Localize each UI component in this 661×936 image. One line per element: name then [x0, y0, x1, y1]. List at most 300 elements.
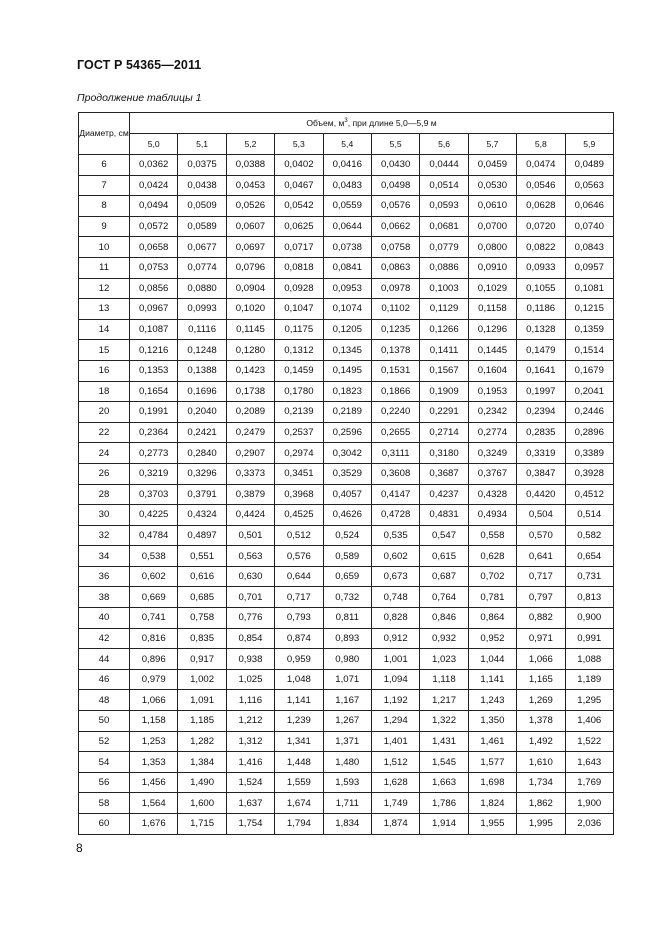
volume-cell: 0,1953	[468, 381, 516, 402]
volume-cell: 0,2421	[178, 422, 226, 443]
volume-cell: 0,1654	[130, 381, 178, 402]
volume-cell: 0,0474	[517, 155, 565, 176]
volume-cell: 0,1186	[517, 299, 565, 320]
volume-cell: 1,001	[371, 649, 419, 670]
volume-cell: 0,2479	[226, 422, 274, 443]
volume-cell: 1,023	[420, 649, 468, 670]
volume-cell: 0,0953	[323, 278, 371, 299]
diameter-cell: 14	[79, 319, 130, 340]
table-body	[79, 155, 614, 835]
diameter-cell: 32	[79, 525, 130, 546]
volume-cell: 1,461	[468, 731, 516, 752]
volume-cell: 1,282	[178, 731, 226, 752]
volume-cell: 0,0753	[130, 257, 178, 278]
volume-cell: 0,1328	[517, 319, 565, 340]
volume-cell: 0,0424	[130, 175, 178, 196]
length-header-cell: 5,0	[130, 134, 178, 155]
length-header-row	[79, 134, 614, 155]
volume-cell: 0,1129	[420, 299, 468, 320]
volume-cell: 0,3879	[226, 484, 274, 505]
volume-cell: 1,610	[517, 752, 565, 773]
volume-cell: 0,1378	[371, 340, 419, 361]
volume-cell: 0,0467	[275, 175, 323, 196]
volume-cell: 0,797	[517, 587, 565, 608]
table-row	[79, 237, 614, 258]
volume-cell: 1,769	[565, 772, 613, 793]
volume-cell: 0,4424	[226, 505, 274, 526]
volume-cell: 1,371	[323, 731, 371, 752]
volume-cell: 0,1738	[226, 381, 274, 402]
volume-cell: 0,4057	[323, 484, 371, 505]
volume-cell: 0,900	[565, 608, 613, 629]
volume-cell: 0,1029	[468, 278, 516, 299]
volume-cell: 0,0489	[565, 155, 613, 176]
volume-cell: 0,4147	[371, 484, 419, 505]
table-row	[79, 257, 614, 278]
table-row	[79, 443, 614, 464]
volume-cell: 0,582	[565, 525, 613, 546]
volume-cell: 0,0494	[130, 196, 178, 217]
volume-cell: 0,570	[517, 525, 565, 546]
volume-cell: 0,3389	[565, 443, 613, 464]
volume-cell: 0,0402	[275, 155, 323, 176]
volume-cell: 1,353	[130, 752, 178, 773]
diameter-cell: 20	[79, 402, 130, 423]
volume-cell: 0,702	[468, 566, 516, 587]
volume-cell: 0,0644	[323, 216, 371, 237]
diameter-cell: 30	[79, 505, 130, 526]
volume-cell: 1,559	[275, 772, 323, 793]
volume-cell: 0,2974	[275, 443, 323, 464]
volume-cell: 0,1823	[323, 381, 371, 402]
volume-cell: 0,0498	[371, 175, 419, 196]
volume-cell: 0,0822	[517, 237, 565, 258]
volume-cell: 0,615	[420, 546, 468, 567]
volume-cell: 0,2774	[468, 422, 516, 443]
table-row	[79, 690, 614, 711]
volume-cell: 0,0593	[420, 196, 468, 217]
volume-cell: 1,406	[565, 711, 613, 732]
volume-cell: 1,294	[371, 711, 419, 732]
diameter-cell: 10	[79, 237, 130, 258]
volume-cell: 0,2773	[130, 443, 178, 464]
volume-cell: 0,685	[178, 587, 226, 608]
volume-cell: 0,776	[226, 608, 274, 629]
volume-cell: 1,025	[226, 669, 274, 690]
volume-cell: 0,0677	[178, 237, 226, 258]
volume-cell: 0,3968	[275, 484, 323, 505]
volume-cell: 1,600	[178, 793, 226, 814]
table-row	[79, 711, 614, 732]
volume-cell: 0,4934	[468, 505, 516, 526]
volume-cell: 0,4420	[517, 484, 565, 505]
volume-cell: 0,717	[275, 587, 323, 608]
table-caption: Продолжение таблицы 1	[77, 92, 202, 104]
volume-cell: 1,044	[468, 649, 516, 670]
volume-cell: 0,514	[565, 505, 613, 526]
volume-cell: 1,165	[517, 669, 565, 690]
diameter-cell: 36	[79, 566, 130, 587]
volume-cell: 0,980	[323, 649, 371, 670]
volume-cell: 0,0388	[226, 155, 274, 176]
volume-cell: 0,0928	[275, 278, 323, 299]
volume-cell: 0,1296	[468, 319, 516, 340]
volume-cell: 0,3847	[517, 463, 565, 484]
volume-cell: 0,3042	[323, 443, 371, 464]
volume-cell: 0,1087	[130, 319, 178, 340]
volume-cell: 1,158	[130, 711, 178, 732]
volume-cell: 0,1641	[517, 360, 565, 381]
volume-cell: 0,741	[130, 608, 178, 629]
volume-cell: 0,687	[420, 566, 468, 587]
table-row	[79, 546, 614, 567]
volume-cell: 0,4225	[130, 505, 178, 526]
volume-cell: 1,416	[226, 752, 274, 773]
volume-cell: 0,547	[420, 525, 468, 546]
volume-cell: 0,0610	[468, 196, 516, 217]
volume-cell: 0,3373	[226, 463, 274, 484]
volume-cell: 1,295	[565, 690, 613, 711]
volume-cell: 0,659	[323, 566, 371, 587]
volume-cell: 0,0796	[226, 257, 274, 278]
volume-cell: 1,189	[565, 669, 613, 690]
volume-cell: 0,2041	[565, 381, 613, 402]
diameter-cell: 50	[79, 711, 130, 732]
volume-cell: 1,824	[468, 793, 516, 814]
volume-cell: 0,0375	[178, 155, 226, 176]
volume-cell: 0,979	[130, 669, 178, 690]
volume-cell: 0,0957	[565, 257, 613, 278]
length-header-cell: 5,1	[178, 134, 226, 155]
volume-cell: 0,816	[130, 628, 178, 649]
volume-cell: 0,893	[323, 628, 371, 649]
volume-cell: 0,589	[323, 546, 371, 567]
table-row	[79, 299, 614, 320]
volume-table	[78, 112, 614, 835]
volume-cell: 0,1003	[420, 278, 468, 299]
volume-cell: 0,1266	[420, 319, 468, 340]
volume-cell: 0,3296	[178, 463, 226, 484]
volume-cell: 1,674	[275, 793, 323, 814]
volume-cell: 0,1081	[565, 278, 613, 299]
volume-cell: 0,0530	[468, 175, 516, 196]
volume-cell: 0,4237	[420, 484, 468, 505]
page-number: 8	[76, 841, 83, 855]
volume-cell: 0,563	[226, 546, 274, 567]
volume-cell: 0,4897	[178, 525, 226, 546]
volume-cell: 0,732	[323, 587, 371, 608]
diameter-cell: 28	[79, 484, 130, 505]
diameter-cell: 7	[79, 175, 130, 196]
volume-cell: 0,0978	[371, 278, 419, 299]
volume-cell: 0,1280	[226, 340, 274, 361]
volume-cell: 0,1423	[226, 360, 274, 381]
volume-cell: 0,558	[468, 525, 516, 546]
volume-cell: 0,3249	[468, 443, 516, 464]
volume-cell: 1,862	[517, 793, 565, 814]
volume-cell: 0,1679	[565, 360, 613, 381]
volume-cell: 1,002	[178, 669, 226, 690]
volume-cell: 0,0856	[130, 278, 178, 299]
volume-cell: 0,2089	[226, 402, 274, 423]
volume-cell: 0,4831	[420, 505, 468, 526]
volume-cell: 0,0886	[420, 257, 468, 278]
volume-cell: 0,501	[226, 525, 274, 546]
volume-cell: 0,2907	[226, 443, 274, 464]
volume-cell: 0,2240	[371, 402, 419, 423]
volume-cell: 0,896	[130, 649, 178, 670]
volume-cell: 1,253	[130, 731, 178, 752]
volume-cell: 0,0589	[178, 216, 226, 237]
volume-cell: 0,0444	[420, 155, 468, 176]
volume-cell: 1,141	[275, 690, 323, 711]
volume-header-superscript: 3	[344, 118, 348, 125]
volume-cell: 0,3928	[565, 463, 613, 484]
volume-cell: 0,874	[275, 628, 323, 649]
table-row	[79, 731, 614, 752]
volume-cell: 0,2596	[323, 422, 371, 443]
volume-cell: 1,834	[323, 814, 371, 835]
volume-cell: 1,711	[323, 793, 371, 814]
volume-cell: 0,616	[178, 566, 226, 587]
volume-cell: 1,217	[420, 690, 468, 711]
volume-cell: 1,754	[226, 814, 274, 835]
volume-cell: 0,1445	[468, 340, 516, 361]
volume-cell: 1,118	[420, 669, 468, 690]
volume-cell: 0,1991	[130, 402, 178, 423]
volume-cell: 1,490	[178, 772, 226, 793]
volume-cell: 0,781	[468, 587, 516, 608]
volume-cell: 0,1479	[517, 340, 565, 361]
volume-cell: 0,811	[323, 608, 371, 629]
volume-cell: 0,641	[517, 546, 565, 567]
volume-cell: 0,0800	[468, 237, 516, 258]
volume-cell: 0,1780	[275, 381, 323, 402]
diameter-cell: 54	[79, 752, 130, 773]
diameter-cell: 18	[79, 381, 130, 402]
volume-cell: 0,758	[178, 608, 226, 629]
diameter-cell: 44	[79, 649, 130, 670]
volume-cell: 1,786	[420, 793, 468, 814]
volume-cell: 1,564	[130, 793, 178, 814]
volume-cell: 0,4784	[130, 525, 178, 546]
volume-cell: 0,602	[371, 546, 419, 567]
length-header-cell: 5,5	[371, 134, 419, 155]
volume-cell: 0,0658	[130, 237, 178, 258]
volume-cell: 0,512	[275, 525, 323, 546]
volume-cell: 0,2714	[420, 422, 468, 443]
volume-cell: 0,1020	[226, 299, 274, 320]
volume-cell: 1,524	[226, 772, 274, 793]
volume-cell: 0,4328	[468, 484, 516, 505]
table-row	[79, 484, 614, 505]
volume-cell: 0,991	[565, 628, 613, 649]
volume-cell: 2,036	[565, 814, 613, 835]
volume-cell: 0,1866	[371, 381, 419, 402]
volume-cell: 1,734	[517, 772, 565, 793]
volume-cell: 0,0453	[226, 175, 274, 196]
volume-cell: 1,094	[371, 669, 419, 690]
volume-cell: 0,932	[420, 628, 468, 649]
volume-cell: 0,764	[420, 587, 468, 608]
volume-cell: 0,701	[226, 587, 274, 608]
volume-cell: 0,1696	[178, 381, 226, 402]
volume-cell: 0,912	[371, 628, 419, 649]
volume-cell: 1,522	[565, 731, 613, 752]
volume-cell: 0,0681	[420, 216, 468, 237]
volume-cell: 0,0967	[130, 299, 178, 320]
volume-cell: 0,644	[275, 566, 323, 587]
volume-cell: 0,1235	[371, 319, 419, 340]
volume-cell: 1,167	[323, 690, 371, 711]
volume-cell: 1,322	[420, 711, 468, 732]
volume-cell: 0,0459	[468, 155, 516, 176]
volume-cell: 0,0509	[178, 196, 226, 217]
volume-cell: 0,1997	[517, 381, 565, 402]
diameter-cell: 46	[79, 669, 130, 690]
volume-cell: 0,630	[226, 566, 274, 587]
volume-cell: 1,900	[565, 793, 613, 814]
length-header-cell: 5,4	[323, 134, 371, 155]
volume-cell: 0,2189	[323, 402, 371, 423]
volume-cell: 0,1514	[565, 340, 613, 361]
table-row	[79, 155, 614, 176]
volume-cell: 0,1495	[323, 360, 371, 381]
volume-cell: 1,212	[226, 711, 274, 732]
volume-cell: 1,593	[323, 772, 371, 793]
volume-cell: 0,0738	[323, 237, 371, 258]
table-row	[79, 669, 614, 690]
volume-cell: 0,3451	[275, 463, 323, 484]
volume-cell: 0,813	[565, 587, 613, 608]
volume-cell: 1,480	[323, 752, 371, 773]
volume-cell: 0,0933	[517, 257, 565, 278]
volume-cell: 0,1215	[565, 299, 613, 320]
volume-cell: 0,917	[178, 649, 226, 670]
volume-cell: 0,2342	[468, 402, 516, 423]
volume-cell: 0,0572	[130, 216, 178, 237]
table-row	[79, 278, 614, 299]
volume-cell: 0,0416	[323, 155, 371, 176]
volume-cell: 1,448	[275, 752, 323, 773]
volume-cell: 0,4626	[323, 505, 371, 526]
volume-cell: 0,1567	[420, 360, 468, 381]
volume-cell: 1,577	[468, 752, 516, 773]
volume-cell: 0,1312	[275, 340, 323, 361]
volume-cell: 0,0576	[371, 196, 419, 217]
volume-cell: 0,1074	[323, 299, 371, 320]
volume-cell: 0,504	[517, 505, 565, 526]
volume-cell: 0,0430	[371, 155, 419, 176]
volume-cell: 0,1047	[275, 299, 323, 320]
volume-cell: 0,3529	[323, 463, 371, 484]
volume-cell: 1,955	[468, 814, 516, 835]
volume-cell: 0,959	[275, 649, 323, 670]
volume-cell: 0,1102	[371, 299, 419, 320]
volume-cell: 0,0717	[275, 237, 323, 258]
volume-cell: 0,673	[371, 566, 419, 587]
volume-cell: 1,456	[130, 772, 178, 793]
volume-cell: 1,749	[371, 793, 419, 814]
length-header-cell: 5,6	[420, 134, 468, 155]
table-row	[79, 793, 614, 814]
table-row	[79, 422, 614, 443]
volume-cell: 1,312	[226, 731, 274, 752]
volume-cell: 0,3111	[371, 443, 419, 464]
table-row	[79, 319, 614, 340]
volume-cell: 0,0546	[517, 175, 565, 196]
volume-cell: 1,431	[420, 731, 468, 752]
table-row	[79, 505, 614, 526]
volume-cell: 0,576	[275, 546, 323, 567]
table-row	[79, 196, 614, 217]
volume-cell: 0,0563	[565, 175, 613, 196]
volume-cell: 0,1359	[565, 319, 613, 340]
volume-cell: 1,401	[371, 731, 419, 752]
table-row	[79, 463, 614, 484]
volume-cell: 1,091	[178, 690, 226, 711]
volume-cell: 0,2040	[178, 402, 226, 423]
volume-cell: 0,4728	[371, 505, 419, 526]
length-header-cell: 5,2	[226, 134, 274, 155]
volume-cell: 1,995	[517, 814, 565, 835]
volume-cell: 0,0514	[420, 175, 468, 196]
volume-cell: 0,0758	[371, 237, 419, 258]
volume-cell: 0,828	[371, 608, 419, 629]
volume-cell: 0,1158	[468, 299, 516, 320]
volume-cell: 0,3180	[420, 443, 468, 464]
volume-cell: 1,243	[468, 690, 516, 711]
volume-cell: 0,654	[565, 546, 613, 567]
volume-cell: 0,2896	[565, 422, 613, 443]
volume-cell: 0,3767	[468, 463, 516, 484]
diameter-cell: 40	[79, 608, 130, 629]
table-row	[79, 340, 614, 361]
diameter-column-header: Диаметр, см	[79, 113, 130, 155]
volume-cell: 1,628	[371, 772, 419, 793]
volume-cell: 1,350	[468, 711, 516, 732]
volume-cell: 0,2364	[130, 422, 178, 443]
diameter-cell: 52	[79, 731, 130, 752]
volume-cell: 1,545	[420, 752, 468, 773]
volume-cell: 0,0843	[565, 237, 613, 258]
diameter-cell: 16	[79, 360, 130, 381]
length-header-cell: 5,8	[517, 134, 565, 155]
table-row	[79, 649, 614, 670]
volume-cell: 1,066	[517, 649, 565, 670]
volume-cell: 0,0818	[275, 257, 323, 278]
volume-cell: 1,239	[275, 711, 323, 732]
volume-cell: 1,269	[517, 690, 565, 711]
volume-cell: 0,3319	[517, 443, 565, 464]
volume-cell: 0,854	[226, 628, 274, 649]
volume-cell: 0,971	[517, 628, 565, 649]
volume-cell: 1,267	[323, 711, 371, 732]
volume-cell: 1,141	[468, 669, 516, 690]
volume-cell: 0,938	[226, 649, 274, 670]
volume-cell: 0,3687	[420, 463, 468, 484]
volume-cell: 1,048	[275, 669, 323, 690]
diameter-cell: 34	[79, 546, 130, 567]
diameter-cell: 11	[79, 257, 130, 278]
volume-cell: 0,1345	[323, 340, 371, 361]
diameter-cell: 13	[79, 299, 130, 320]
table-row	[79, 525, 614, 546]
volume-cell: 1,341	[275, 731, 323, 752]
volume-cell: 0,0646	[565, 196, 613, 217]
diameter-cell: 12	[79, 278, 130, 299]
diameter-cell: 42	[79, 628, 130, 649]
